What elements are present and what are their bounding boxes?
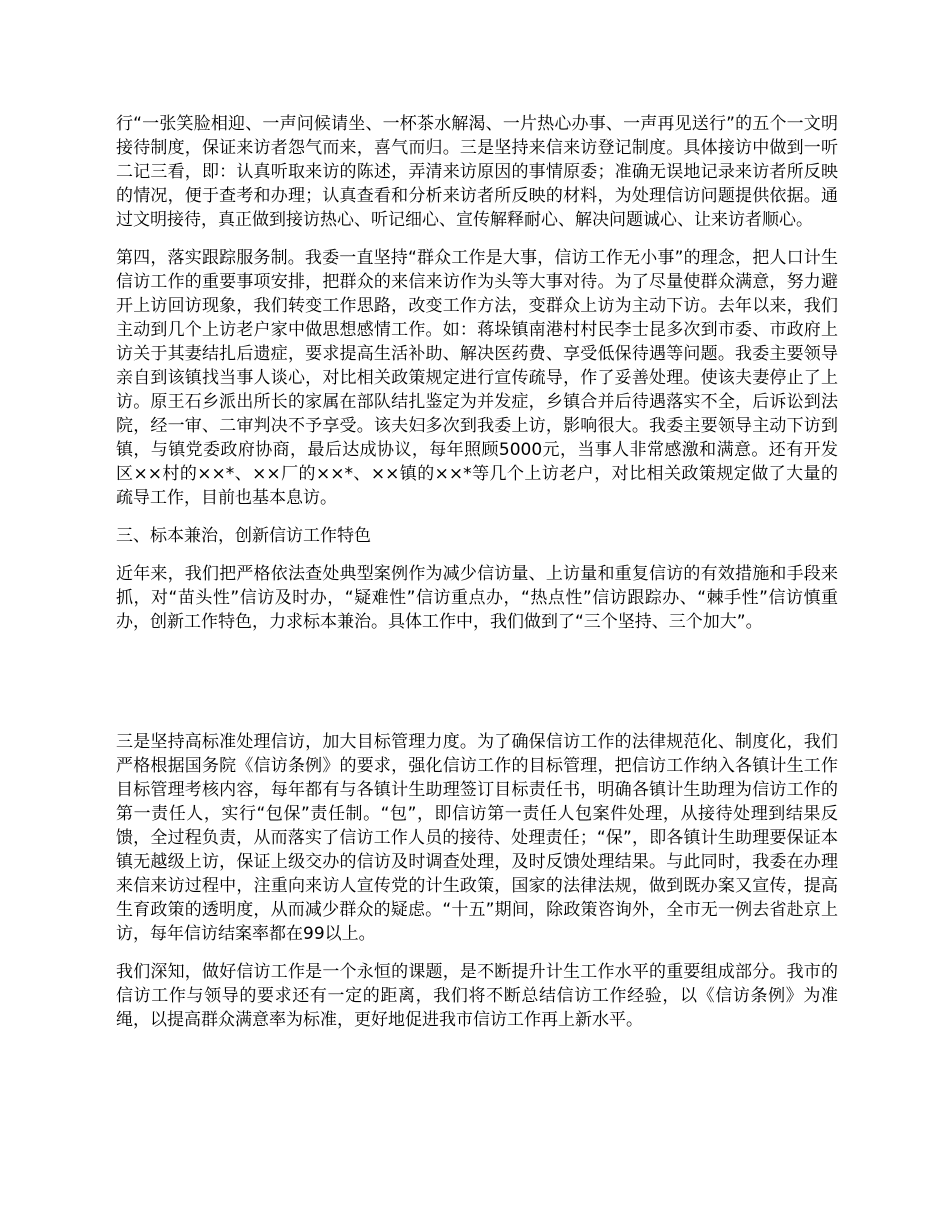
paragraph-reception-system: 行“一张笑脸相迎、一声问候请坐、一杯茶水解渴、一片热心办事、一声再见送行”的五个一文明接待制度，保证来访者怨气而来，喜气而归。三是坚持来信来访登记制度。具体接访中做到一听二记三看，即：认真听取来访的陈述，弄清来访原因的事情原委；准确无误地记录来访者所反映的情况，便于查考和办理；认真查看和分析来访者所反映的材料，为处理信访问题提供依据。通过文明接待，真正做到接访热心、听记细心、宣传解释耐心、解决问题诚心、让来访者顺心。 (116, 114, 838, 230)
paragraph-recent-years: 近年来，我们把严格依法查处典型案例作为减少信访量、上访量和重复信访的有效措施和手段来抓，对“苗头性”信访及时办，“疑难性”信访重点办，“热点性”信访跟踪办、“棘手性”信访慎重办，创新工作特色，力求标本兼治。具体工作中，我们做到了“三个坚持、三个加大”。 (116, 564, 838, 632)
paragraph-high-standard: 三是坚持高标准处理信访，加大目标管理力度。为了确保信访工作的法律规范化、制度化，我们严格根据国务院《信访条例》的要求，强化信访工作的目标管理，把信访工作纳入各镇计生工作目标管理考核内容，每年都有与各镇计生助理签订目标责任书，明确各镇计生助理为信访工作的第一责任人，实行“包保”责任制。“包”，即信访第一责任人包案件处理，从接待处理到结果反馈，全过程负责，从而落实了信访工作人员的接待、处理责任；“保”，即各镇计生助理要保证本镇无越级上访，保证上级交办的信访及时调查处理，及时反馈处理结果。与此同时，我委在办理来信来访过程中，注重向来访人宣传党的计生政策，国家的法律法规，做到既办案又宣传，提高生育政策的透明度，从而减少群众的疑虑。“十五”期间，除政策咨询外，全市无一例去省赴京上访，每年信访结案率都在99以上。 (116, 732, 838, 944)
document-body (116, 112, 838, 1046)
paragraph-follow-up-service: 第四，落实跟踪服务制。我委一直坚持“群众工作是大事，信访工作无小事”的理念，把人口计生信访工作的重要事项安排，把群众的来信来访作为头等大事对待。为了尽量使群众满意，努力避开上访回访现象，我们转变工作思路，改变工作方法，变群众上访为主动下访。去年以来，我们主动到几个上访老户家中做思想感情工作。如：蒋垛镇南港村村民李士昆多次到市委、市政府上访关于其妻结扎后遗症，要求提高生活补助、解决医药费、享受低保待遇等问题。我委主要领导亲自到该镇找当事人谈心，对比相关政策规定进行宣传疏导，作了妥善处理。使该夫妻停止了上访。原王石乡派出所长的家属在部队结扎鉴定为并发症，乡镇合并后待遇落实不全，后诉讼到法院，经一审、二审判决不予享受。该夫妇多次到我委上访，影响很大。我委主要领导主动下访到镇，与镇党委政府协商，最后达成协议，每年照顾5000元，当事人非常感激和满意。还有开发区××村的××*、××厂的××*、××镇的××*等几个上访老户，对比相关政策规定做了大量的疏导工作，目前也基本息访。 (116, 248, 838, 508)
paragraph-conclusion: 我们深知，做好信访工作是一个永恒的课题，是不断提升计生工作水平的重要组成部分。我市的信访工作与领导的要求还有一定的距离，我们将不断总结信访工作经验，以《信访条例》为准绳，以提高群众满意率为标准，更好地促进我市信访工作再上新水平。 (116, 962, 838, 1030)
blank-space (116, 648, 838, 730)
section-heading-three: 三、标本兼治，创新信访工作特色 (116, 526, 371, 546)
